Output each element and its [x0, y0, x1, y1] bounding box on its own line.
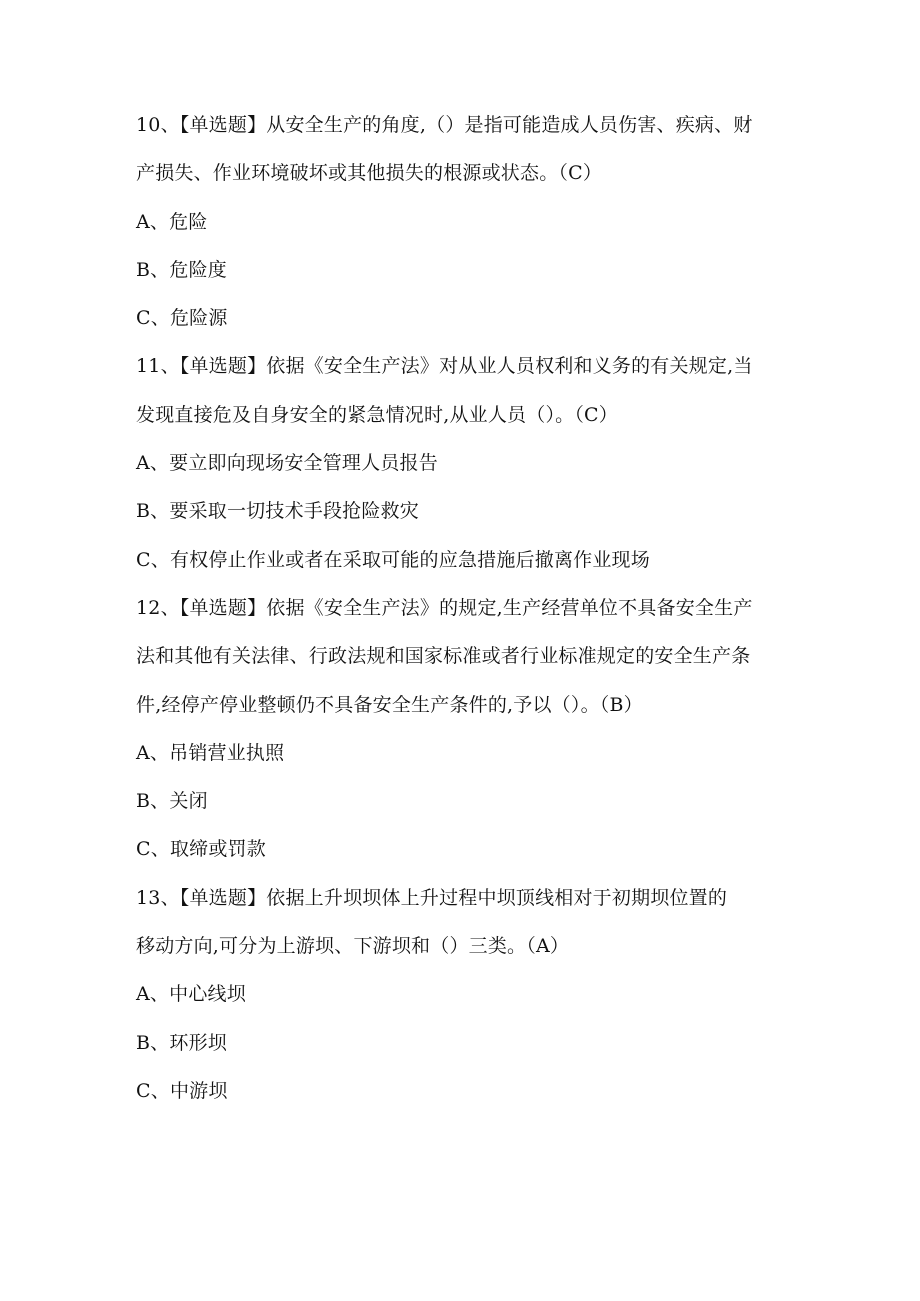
option-b: B、要采取一切技术手段抢险救灾 — [136, 500, 419, 523]
question-text-line: 法和其他有关法律、行政法规和国家标准或者行业标准规定的安全生产条 — [136, 645, 751, 668]
option-a: A、要立即向现场安全管理人员报告 — [136, 452, 438, 475]
option-c: C、危险源 — [136, 307, 228, 330]
option-c: C、有权停止作业或者在采取可能的应急措施后撤离作业现场 — [136, 548, 650, 571]
question-text-line: 13、【单选题】依据上升坝坝体上升过程中坝顶线相对于初期坝位置的 — [136, 886, 728, 909]
option-b: B、关闭 — [136, 790, 208, 813]
question-12 — [136, 596, 796, 861]
option-a: A、吊销营业执照 — [136, 741, 285, 764]
question-text-line: 移动方向,可分为上游坝、下游坝和（）三类。（A） — [136, 935, 570, 958]
question-text-line: 10、【单选题】从安全生产的角度,（）是指可能造成人员伤害、疾病、财 — [136, 114, 753, 136]
question-text-line: 发现直接危及自身安全的紧急情况时,从业人员（）。（C） — [136, 403, 618, 426]
question-text-line: 件,经停产停业整顿仍不具备安全生产条件的,予以（）。（B） — [136, 693, 643, 716]
option-a: A、中心线坝 — [136, 983, 246, 1006]
question-text-line: 产损失、作业环境破坏或其他损失的根源或状态。（C） — [136, 162, 603, 185]
question-13 — [136, 886, 796, 1103]
option-c: C、取缔或罚款 — [136, 838, 266, 861]
question-10 — [136, 113, 796, 330]
option-b: B、危险度 — [136, 258, 227, 281]
document-page — [136, 113, 796, 1127]
option-c: C、中游坝 — [136, 1079, 228, 1102]
option-b: B、环形坝 — [136, 1031, 227, 1054]
option-a: A、危险 — [136, 210, 208, 233]
question-text-line: 11、【单选题】依据《安全生产法》对从业人员权利和义务的有关规定,当 — [136, 355, 753, 378]
question-text-line: 12、【单选题】依据《安全生产法》的规定,生产经营单位不具备安全生产 — [136, 596, 753, 619]
question-11 — [136, 354, 796, 571]
